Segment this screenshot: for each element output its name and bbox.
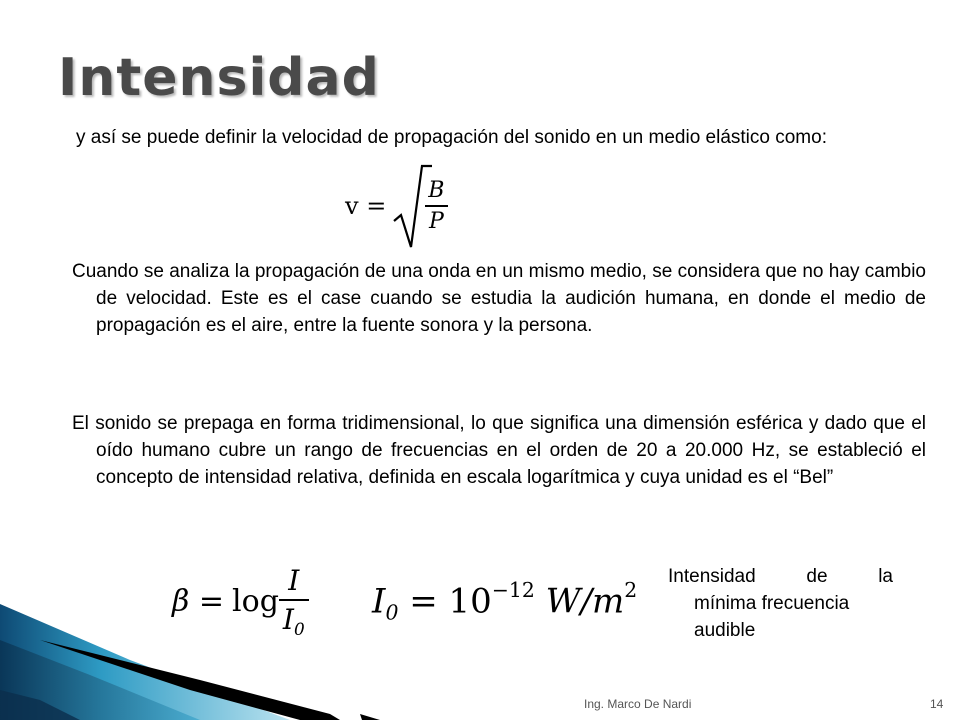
fraction-numerator-i: I [288, 563, 300, 597]
fraction-i-over-i0 [279, 564, 309, 639]
equation-reference-intensity: $I_0 = 10^{-12}$ $W/m^2$ [372, 578, 638, 625]
equation-relative-intensity [172, 563, 309, 639]
page-number: 14 [930, 697, 944, 711]
side-note-line-2: mínima frecuencia [694, 593, 850, 614]
fraction-numerator: B [428, 178, 445, 203]
side-note-minimum-intensity [668, 563, 893, 644]
square-root-sign [392, 163, 448, 249]
side-note-line-3: audible [694, 620, 756, 641]
paragraph-intensity: El sonido se prepaga en forma tridimensional, lo que significa una dimensión esférica y dado que el oído humano cubre un rango de frecuencias en el orden de 20 a 20.000 Hz, se estableció el concepto de intensidad relativa, definida en escala logarítmica y cuya unidad es el “Bel” [72, 413, 926, 488]
slide-title: Intensidad [58, 48, 380, 108]
equation-sound-speed [345, 162, 448, 250]
paragraph-propagation: Cuando se analiza la propagación de una onda en un mismo medio, se considera que no hay cambio de velocidad. Este es el case cuando se estudia la audición humana, en donde el medio de propagación es el aire, entre la fuente sonora y la persona. [72, 261, 926, 336]
fraction-denominator: P [425, 205, 448, 234]
side-note-line-1: Intensidad de la [668, 566, 893, 587]
equation-speed-lhs: v = [345, 192, 387, 220]
paragraph-speed-intro: y así se puede definir la velocidad de propagación del sonido en un medio elástico como: [76, 127, 827, 148]
fraction-b-over-p [424, 178, 448, 234]
footer-author: Ing. Marco De Nardi [584, 697, 692, 711]
equation-beta-lhs: β = [172, 583, 225, 619]
equation-log: log [232, 583, 279, 619]
fraction-denominator-i0: $I_0$ [279, 599, 309, 639]
